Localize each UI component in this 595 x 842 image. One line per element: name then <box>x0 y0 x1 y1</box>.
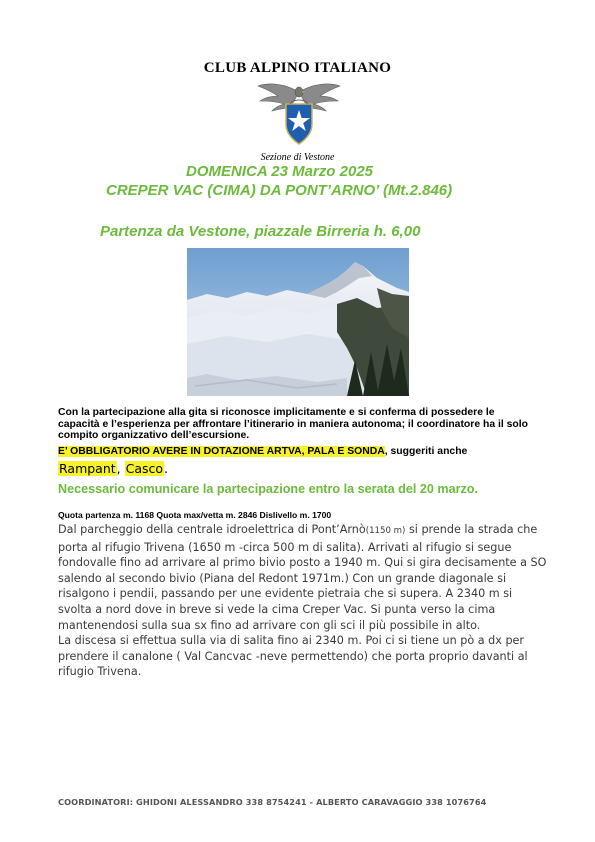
snowy-mountain-photo <box>187 248 409 396</box>
mandatory-equipment <box>58 446 548 458</box>
mandatory-highlight: E’ OBBLIGATORIO AVERE IN DOTAZIONE ARTVA, PALA E SONDA <box>58 446 385 457</box>
mandatory-rest: , suggeriti anche <box>384 446 468 457</box>
suggested-equipment <box>58 461 168 476</box>
altitude-info: Quota partenza m. 1168 Quota max/vetta m. 2846 Dislivello m. 1700 <box>58 510 332 520</box>
suggested-end: . <box>164 461 169 476</box>
suggested-separator: , <box>116 461 125 476</box>
disclaimer-text: Con la partecipazione alla gita si riconosce implicitamente e si conferma di possedere le capacità e l’esperienza per affrontare l’itinerario in maniera autonoma; il coordinatore ha il solo compito organizzativo dell’escursione. <box>58 407 529 442</box>
registration-notice: Necessario comunicare la partecipazione entro la serata del 20 marzo. <box>58 482 478 496</box>
route-paragraph-descent: La discesa si effettua sulla via di salita fino ai 2340 m. Poi ci si tiene un pò a dx per prendere il canalone ( Val Cancvac -neve permettendo) che porta proprio davanti al rifugio Trivena. <box>58 634 528 679</box>
departure-info: Partenza da Vestone, piazzale Birreria h. 6,00 <box>100 223 421 240</box>
section-name: Sezione di Vestone <box>260 152 335 163</box>
event-date: DOMENICA 23 Marzo 2025 <box>186 163 374 180</box>
route-description <box>58 522 548 680</box>
route-p1-start: Dal parcheggio della centrale idroelettrica di Pont’Arnò <box>58 523 366 536</box>
event-route: CREPER VAC (CIMA) DA PONT’ARNO’ (Mt.2.846) <box>106 182 453 199</box>
coordinators-footer: COORDINATORI: GHIDONI ALESSANDRO 338 8754241 - ALBERTO CARAVAGGIO 338 1076764 <box>58 797 487 807</box>
route-paragraph-ascent <box>58 522 548 633</box>
suggested-rampant: Rampant <box>59 461 116 476</box>
suggested-casco: Casco <box>125 461 164 476</box>
route-p1-rest: si prende la strada che porta al rifugio Trivena (1650 m -circa 500 m di salita). Arrivati al rifugio si segue fondovalle fino ad arrivare al primo bivio posto a 1940 m. Qui si gira decisamente a SO salendo al secondo bivio (Piana del Redont 1971m.) Con un grande diagonale si risalgono i pendii, passando per une evidente pietraia che si supera. A 2340 m si svolta a nord dove in breve si vede la cima Creper Vac. Si punta verso la cima mantenendosi sulla sua sx fino ad arrivare con gli sci il più possibile in alto. <box>58 523 547 632</box>
route-p1-altitude: (1150 m) <box>365 526 406 536</box>
club-title: CLUB ALPINO ITALIANO <box>203 60 392 76</box>
cai-eagle-star-logo <box>256 80 342 148</box>
